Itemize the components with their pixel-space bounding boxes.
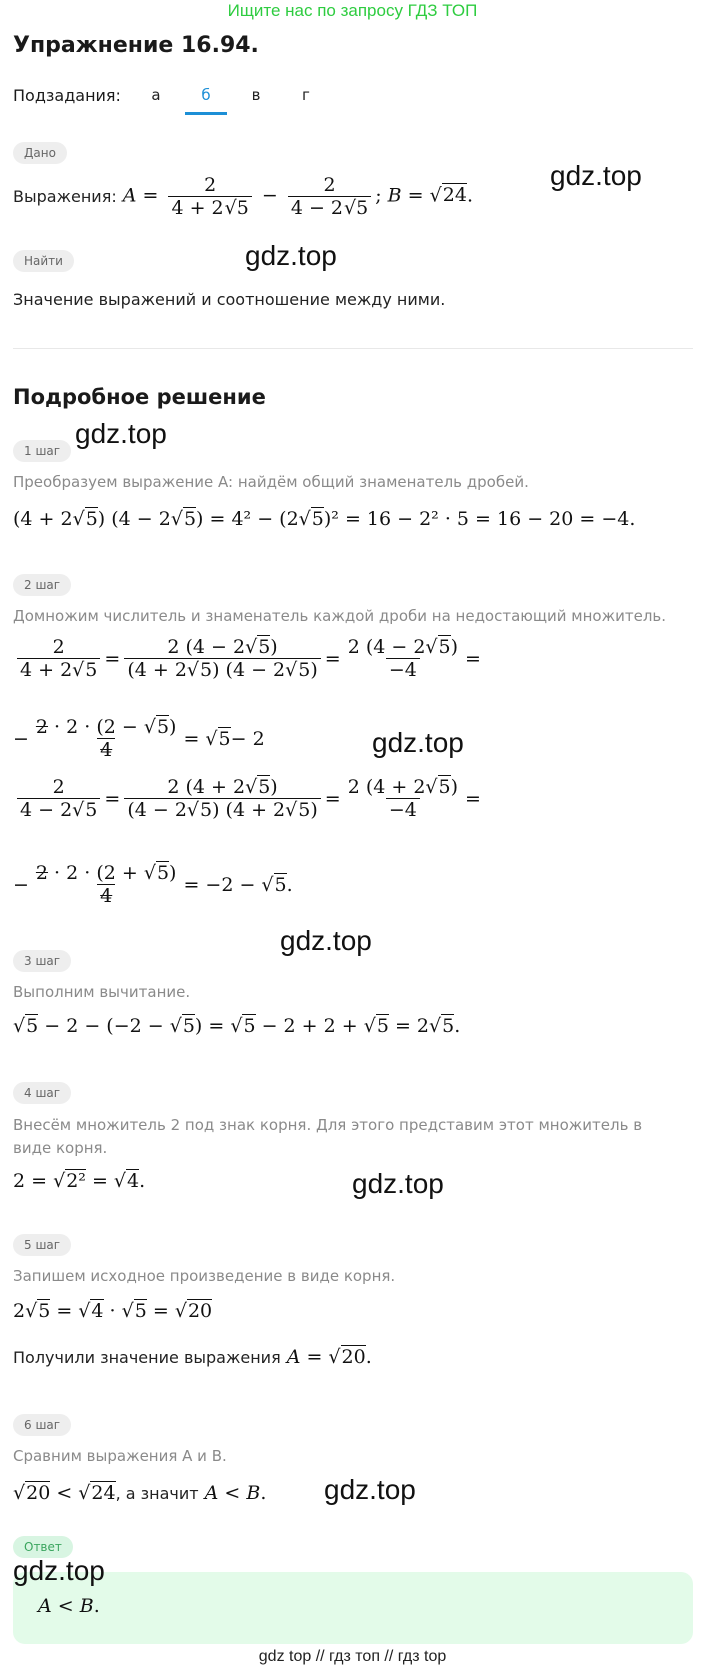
search-banner: Ищите нас по запросу ГДЗ ТОП <box>227 1 478 20</box>
tab-b[interactable]: б <box>201 86 211 104</box>
step-5-formula: 2√5 = √4 · √5 = √20 <box>13 1300 213 1322</box>
answer-box <box>13 1572 693 1644</box>
step-1-text: Преобразуем выражение A: найдём общий знаменатель дробей. <box>13 473 529 491</box>
step-3-pill: 3 шаг <box>13 950 71 972</box>
given-prefix: Выражения: <box>13 186 117 206</box>
given-pill: Дано <box>13 142 67 164</box>
answer-formula: A < B. <box>38 1595 100 1617</box>
tab-v[interactable]: в <box>251 86 261 104</box>
step-5-result-formula: A = √20. <box>286 1346 372 1368</box>
watermark: gdz.top <box>550 160 642 191</box>
subtasks-label: Подзадания: <box>13 86 121 105</box>
step-6-comparison <box>13 1482 266 1504</box>
step-5-result-label: Получили значение выражения <box>13 1348 281 1367</box>
step-2-formula-3: $\frac{2}{4 - 2√5}$ = $\frac{2 (4 + 2√5)}{(4 - 2√5) (4 + 2√5)}$ = $\frac{2 (4 + 2√5)}{-4}$ = <box>13 776 481 821</box>
step-5-pill: 5 шаг <box>13 1234 71 1256</box>
step-1-formula: (4 + 2√5) (4 − 2√5) = 4² − (2√5)² = 16 − 2² · 5 = 16 − 20 = −4. <box>13 508 636 530</box>
given-formula: A = $\frac{2}{4 + 2√5}$ − $\frac{2}{4 - 2√5}$ ; B = √24. <box>122 173 473 219</box>
tab-g[interactable]: г <box>302 86 310 104</box>
step-2-pill: 2 шаг <box>13 574 71 596</box>
tab-a[interactable]: а <box>151 86 161 104</box>
answer-pill: Ответ <box>13 1536 73 1558</box>
watermark: gdz.top <box>280 925 372 956</box>
step-6-formula-1: √20 < √24 <box>13 1482 116 1504</box>
watermark: gdz.top <box>352 1168 444 1199</box>
step-6-text: Сравним выражения A и B. <box>13 1447 227 1465</box>
active-tab-indicator <box>185 112 227 115</box>
step-4-formula: 2 = √2² = √4. <box>13 1170 146 1192</box>
divider <box>13 348 693 349</box>
step-5-result <box>13 1346 372 1368</box>
step-6-conclusion: , а значит <box>115 1484 199 1503</box>
step-6-formula-2: A < B. <box>204 1482 267 1504</box>
step-2-text: Домножим числитель и знаменатель каждой дроби на недостающий множитель. <box>13 607 667 625</box>
step-2-formula-1: $\frac{2}{4 + 2√5}$ = $\frac{2 (4 - 2√5)}{(4 + 2√5) (4 - 2√5)}$ = $\frac{2 (4 - 2√5)}{-4}$ = <box>13 636 481 681</box>
step-6-pill: 6 шаг <box>13 1414 71 1436</box>
step-3-text: Выполним вычитание. <box>13 983 191 1001</box>
solution-title: Подробное решение <box>13 385 266 409</box>
step-5-text: Запишем исходное произведение в виде корня. <box>13 1267 396 1285</box>
find-text: Значение выражений и соотношение между ними. <box>13 290 446 309</box>
find-pill: Найти <box>13 250 74 272</box>
watermark: gdz.top <box>324 1474 416 1505</box>
footer-links[interactable]: gdz top // гдз топ // гдз top <box>258 1648 447 1665</box>
watermark: gdz.top <box>245 240 337 271</box>
watermark: gdz.top <box>372 727 464 758</box>
given-expressions <box>13 168 473 224</box>
step-3-formula: √5 − 2 − (−2 − √5) = √5 − 2 + 2 + √5 = 2√5. <box>13 1015 461 1037</box>
step-4-text: Внесём множитель 2 под знак корня. Для этого представим этот множитель в виде корня. <box>13 1116 643 1157</box>
watermark: gdz.top <box>13 1555 105 1586</box>
step-2-formula-4: − $\frac{2 \cdot 2 \cdot (2 + √5)}{4}$ = −2 − √ 5 . <box>13 862 293 907</box>
page-title: Упражнение 16.94. <box>13 33 259 58</box>
watermark: gdz.top <box>75 418 167 449</box>
step-1-pill: 1 шаг <box>13 440 71 462</box>
step-2-formula-2: − $\frac{2 \cdot 2 \cdot (2 - √5)}{4}$ = √ 5 − 2 <box>13 716 265 761</box>
step-4-pill: 4 шаг <box>13 1082 71 1104</box>
